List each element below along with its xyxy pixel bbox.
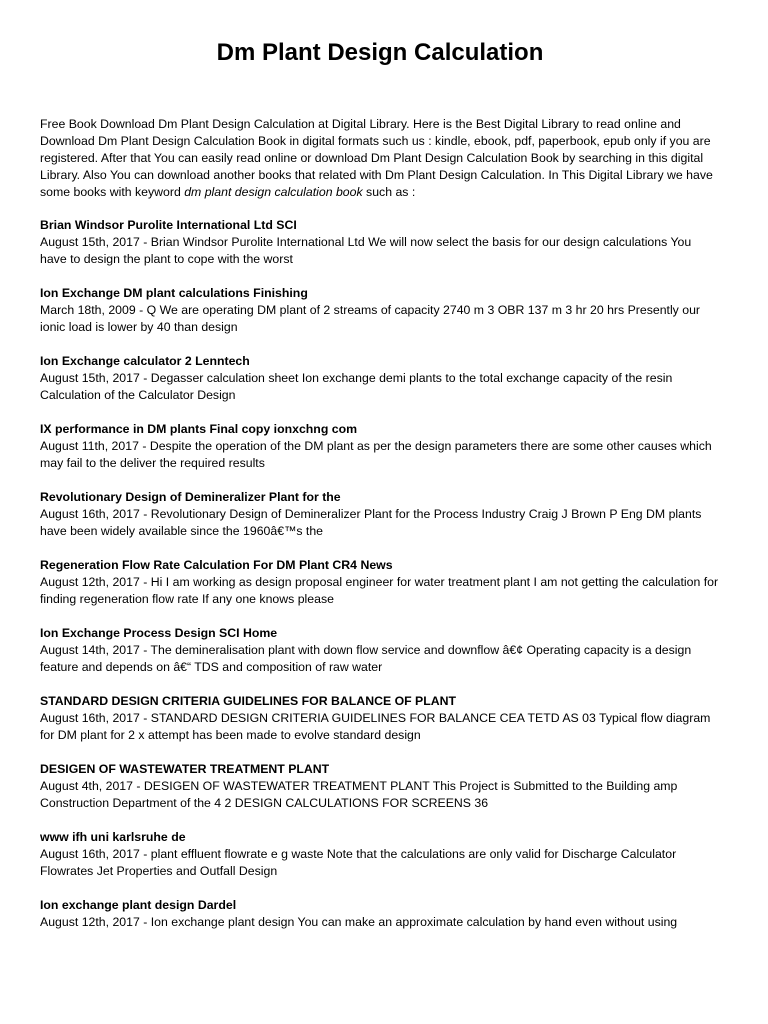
entry-description: August 15th, 2017 - Degasser calculation sheet Ion exchange demi plants to the total exchange capacity of the resin Calculation of the Calculator Design xyxy=(40,371,673,402)
entry-description: August 16th, 2017 - plant effluent flowrate e g waste Note that the calculations are only valid for Discharge Calculator Flowrates Jet Properties and Outfall Design xyxy=(40,847,677,878)
page-title: Dm Plant Design Calculation xyxy=(216,39,544,66)
book-entry xyxy=(40,693,720,744)
book-entry xyxy=(40,557,720,608)
entry-title[interactable]: Regeneration Flow Rate Calculation For DM Plant CR4 News xyxy=(40,558,393,572)
entry-description: August 4th, 2017 - DESIGEN OF WASTEWATER TREATMENT PLANT This Project is Submitted to the Building amp Construction Department of the 4 2 DESIGN CALCULATIONS FOR SCREENS 36 xyxy=(40,779,678,810)
book-entry xyxy=(40,829,720,880)
entry-description: August 16th, 2017 - STANDARD DESIGN CRITERIA GUIDELINES FOR BALANCE CEA TETD AS 03 Typical flow diagram for DM plant for 2 x attempt has been made to evolve standard design xyxy=(40,711,711,742)
entry-description: August 12th, 2017 - Hi I am working as design proposal engineer for water treatment plant I am not getting the calculation for finding regeneration flow rate If any one knows please xyxy=(40,575,719,606)
book-entry xyxy=(40,897,720,931)
book-entry xyxy=(40,285,720,336)
entry-description: August 14th, 2017 - The demineralisation plant with down flow service and downflow â€¢ Operating capacity is a design feature and depends on â€“ TDS and composition of raw water xyxy=(40,643,692,674)
entry-title[interactable]: Ion Exchange DM plant calculations Finishing xyxy=(40,286,308,300)
entry-title[interactable]: www ifh uni karlsruhe de xyxy=(40,830,186,844)
entry-title[interactable]: Ion exchange plant design Dardel xyxy=(40,898,237,912)
book-entry xyxy=(40,489,720,540)
entry-description: August 16th, 2017 - Revolutionary Design of Demineralizer Plant for the Process Industry Craig J Brown P Eng DM plants have been widely available since the 1960â€™s the xyxy=(40,507,702,538)
intro-keyword: dm plant design calculation book xyxy=(184,185,363,199)
book-entry xyxy=(40,421,720,472)
book-entry xyxy=(40,761,720,812)
entry-title[interactable]: Ion Exchange Process Design SCI Home xyxy=(40,626,278,640)
entry-description: August 15th, 2017 - Brian Windsor Purolite International Ltd We will now select the basis for our design calculations You have to design the plant to cope with the worst xyxy=(40,235,692,266)
book-entry xyxy=(40,625,720,676)
entry-title[interactable]: IX performance in DM plants Final copy ionxchng com xyxy=(40,422,358,436)
book-entry xyxy=(40,217,720,268)
entry-title[interactable]: STANDARD DESIGN CRITERIA GUIDELINES FOR BALANCE OF PLANT xyxy=(40,694,457,708)
intro-text-end: such as : xyxy=(362,185,416,199)
entry-description: August 11th, 2017 - Despite the operation of the DM plant as per the design parameters there are some other causes which may fail to the deliver the required results xyxy=(40,439,712,470)
intro-paragraph xyxy=(40,116,720,201)
entry-title[interactable]: Revolutionary Design of Demineralizer Plant for the xyxy=(40,490,341,504)
entry-title[interactable]: Brian Windsor Purolite International Ltd SCI xyxy=(40,218,297,232)
entry-title[interactable]: Ion Exchange calculator 2 Lenntech xyxy=(40,354,250,368)
entry-description: August 12th, 2017 - Ion exchange plant design You can make an approximate calculation by hand even without using xyxy=(40,915,678,929)
entry-description: March 18th, 2009 - Q We are operating DM plant of 2 streams of capacity 2740 m 3 OBR 137 m 3 hr 20 hrs Presently our ionic load is lower by 40 than design xyxy=(40,303,701,334)
book-entry xyxy=(40,353,720,404)
intro-text: Free Book Download Dm Plant Design Calculation at Digital Library. Here is the Best Digital Library to read online and Download Dm Plant Design Calculation Book in digital formats such us : kindle, ebook, pdf, paperbook, epub only if you are registered. After that You can easily read online or download Dm Plant Design Calculation Book by searching in this digital Library. Also You can download another books that related with Dm Plant Design Calculation. In This Digital Library we have some books with keyword xyxy=(40,117,713,199)
entry-title[interactable]: DESIGEN OF WASTEWATER TREATMENT PLANT xyxy=(40,762,330,776)
